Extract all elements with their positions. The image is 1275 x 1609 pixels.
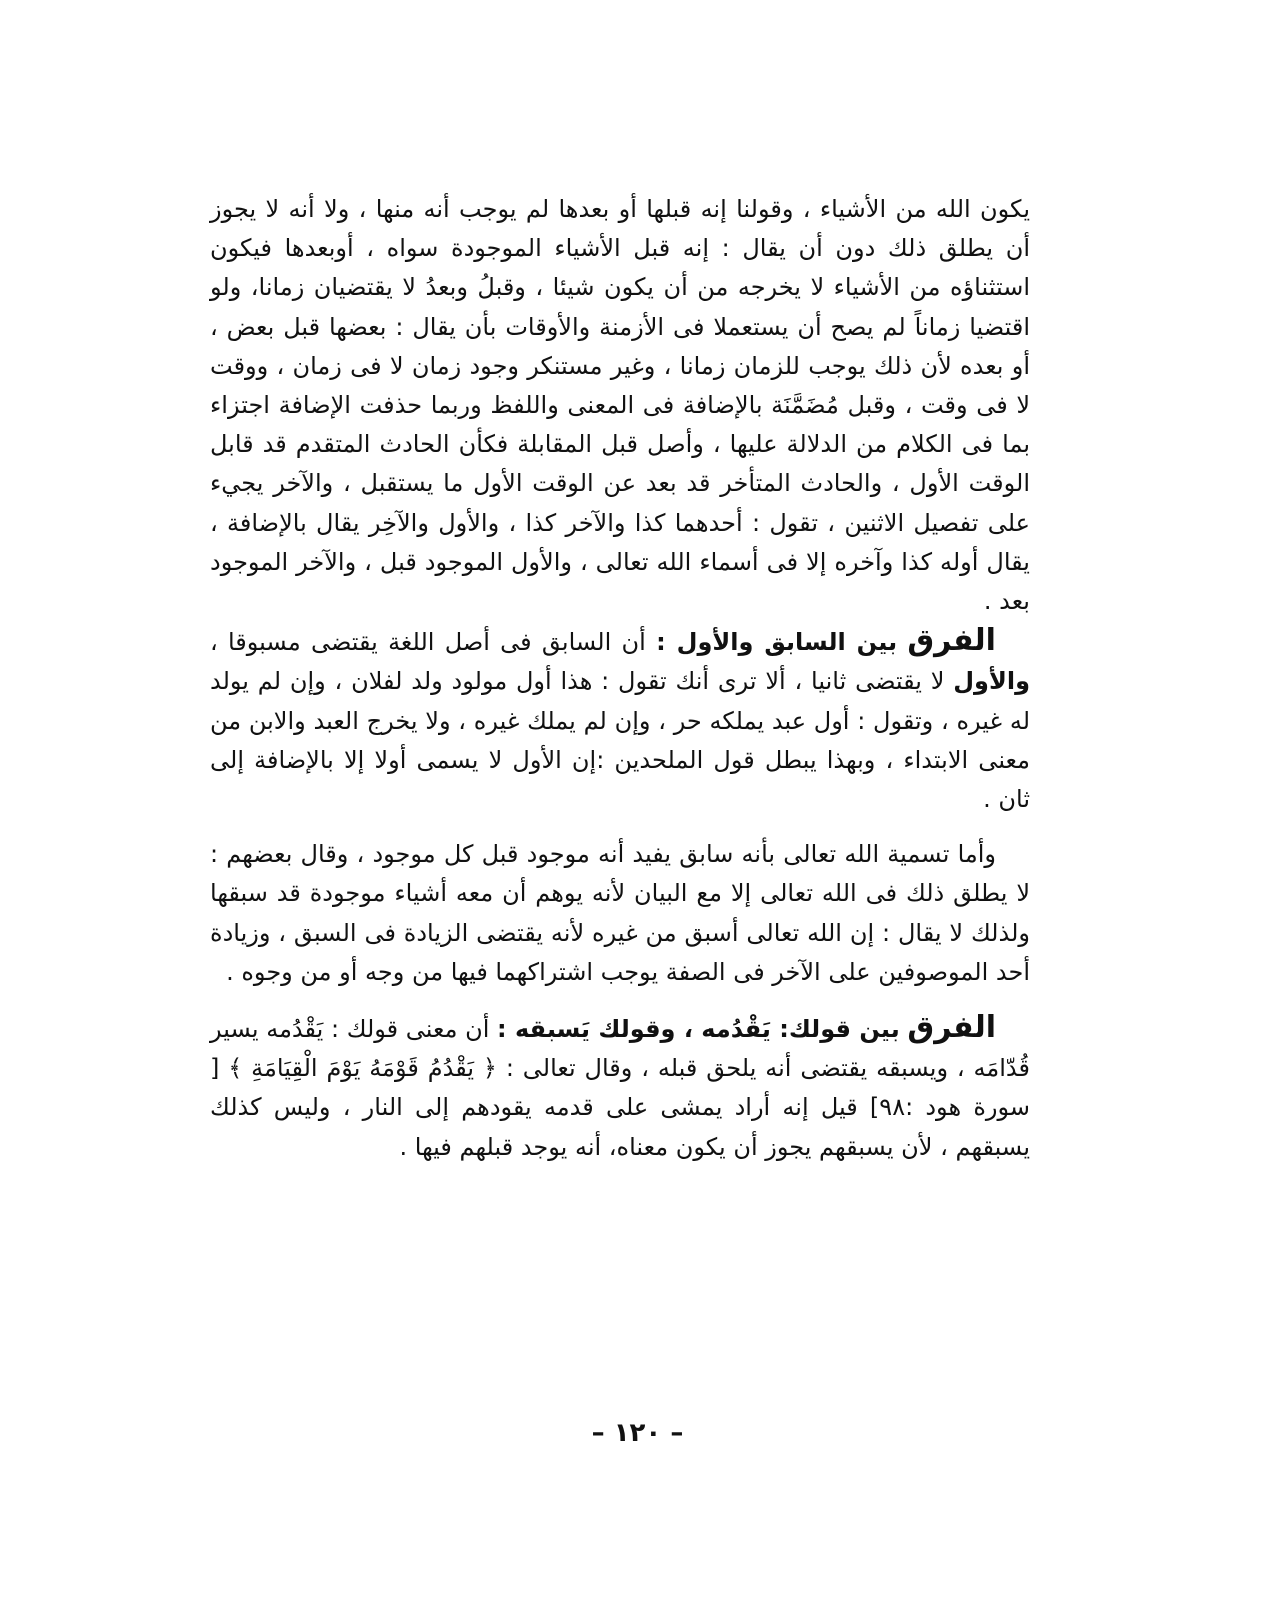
paragraph-4-keyword: الفرق — [907, 1010, 996, 1046]
paragraph-2-keyword-2: والأول — [953, 667, 1030, 696]
paragraph-2-body-1: أن السابق فى أصل اللغة يقتضى مسبوقا ، — [210, 628, 646, 657]
page-number: – ١٢٠ – — [591, 1418, 684, 1448]
paragraph-1-text: يكون الله من الأشياء ، وقولنا إنه قبلها أو بعدها لم يوجب أنه منها ، ولا أنه لا يجوز أن يطلق ذلك دون أن يقال : إنه قبل الأشياء الموجودة سواه ، أوبعدها فيكون استثناؤه من الأشياء لا يخرجه من أن يكون شيئا ، وقبلُ وبعدُ لا يقتضيان زمانا، ولو اقتضيا زماناً لم يصح أن يستعملا فى الأزمنة والأوقات بأن يقال : بعضها قبل بعض ، أو بعده لأن ذلك يوجب للزمان زمانا ، وغير مستنكر وجود زمان لا فى زمان ، ووقت لا فى وقت ، وقبل مُضَمَّنَة بالإضافة فى المعنى واللفظ وربما حذفت الإضافة اجتزاء بما فى الكلام من الدلالة عليها ، وأصل قبل المقابلة فكأن الحادث المتقدم قد قابل الوقت الأول ، والحادث المتأخر قد بعد عن الوقت الأول ما يستقبل ، والآخر يجيء على تفصيل الاثنين ، تقول : أحدهما كذا والآخر كذا ، والأول والآخِر يقال بالإضافة ، يقال أوله كذا وآخره إلا فى أسماء الله تعالى ، والأول الموجود قبل ، والآخر الموجود بعد . — [210, 195, 1030, 616]
paragraph-1 — [210, 190, 1030, 621]
paragraph-2 — [210, 621, 1030, 819]
paragraph-4-body: أن معنى قولك : يَقْدُمه يسير قُدّامَه ، ويسبقه يقتضى أنه يلحق قبله ، وقال تعالى : ﴿ يَقْدُمُ قَوْمَهُ يَوْمَ الْقِيَامَةِ ﴾ [ سورة هود :٩٨] قيل إنه أراد يمشى على قدمه يقودهم إلى النار ، وليس كذلك يسبقهم ، لأن يسبقهم يجوز أن يكون معناه، أنه يوجد قبلهم فيها . — [210, 1015, 1030, 1161]
paragraph-3-text: وأما تسمية الله تعالى بأنه سابق يفيد أنه موجود قبل كل موجود ، وقال بعضهم : لا يطلق ذلك فى الله تعالى إلا مع البيان لأنه يوهم أن معه أشياء موجودة قد سبقها ولذلك لا يقال : إن الله تعالى أسبق من غيره لأنه يقتضى الزيادة فى السبق ، وزيادة أحد الموصوفين على الآخر فى الصفة يوجب اشتراكهما فيها من وجه أو من وجوه . — [210, 840, 1030, 986]
paragraph-4-heading: بين قولك: يَقْدُمه ، وقولك يَسبقه : — [497, 1015, 900, 1044]
paragraph-2-heading: بين السابق والأول : — [656, 628, 898, 657]
paragraph-3 — [210, 835, 1030, 992]
paragraph-4 — [210, 1008, 1030, 1167]
paragraph-2-keyword: الفرق — [907, 623, 996, 659]
page-body — [210, 190, 1030, 1167]
paragraph-2-body-2: لا يقتضى ثانيا ، ألا ترى أنك تقول : هذا أول مولود ولد لفلان ، وإن لم يولد له غيره ، وتقول : أول عبد يملكه حر ، وإن لم يملك غيره ، ولا يخرج العبد والابن من معنى الابتداء ، وبهذا يبطل قول الملحدين :إن الأول لا يسمى أولا إلا بالإضافة إلى ثان . — [210, 667, 1030, 814]
